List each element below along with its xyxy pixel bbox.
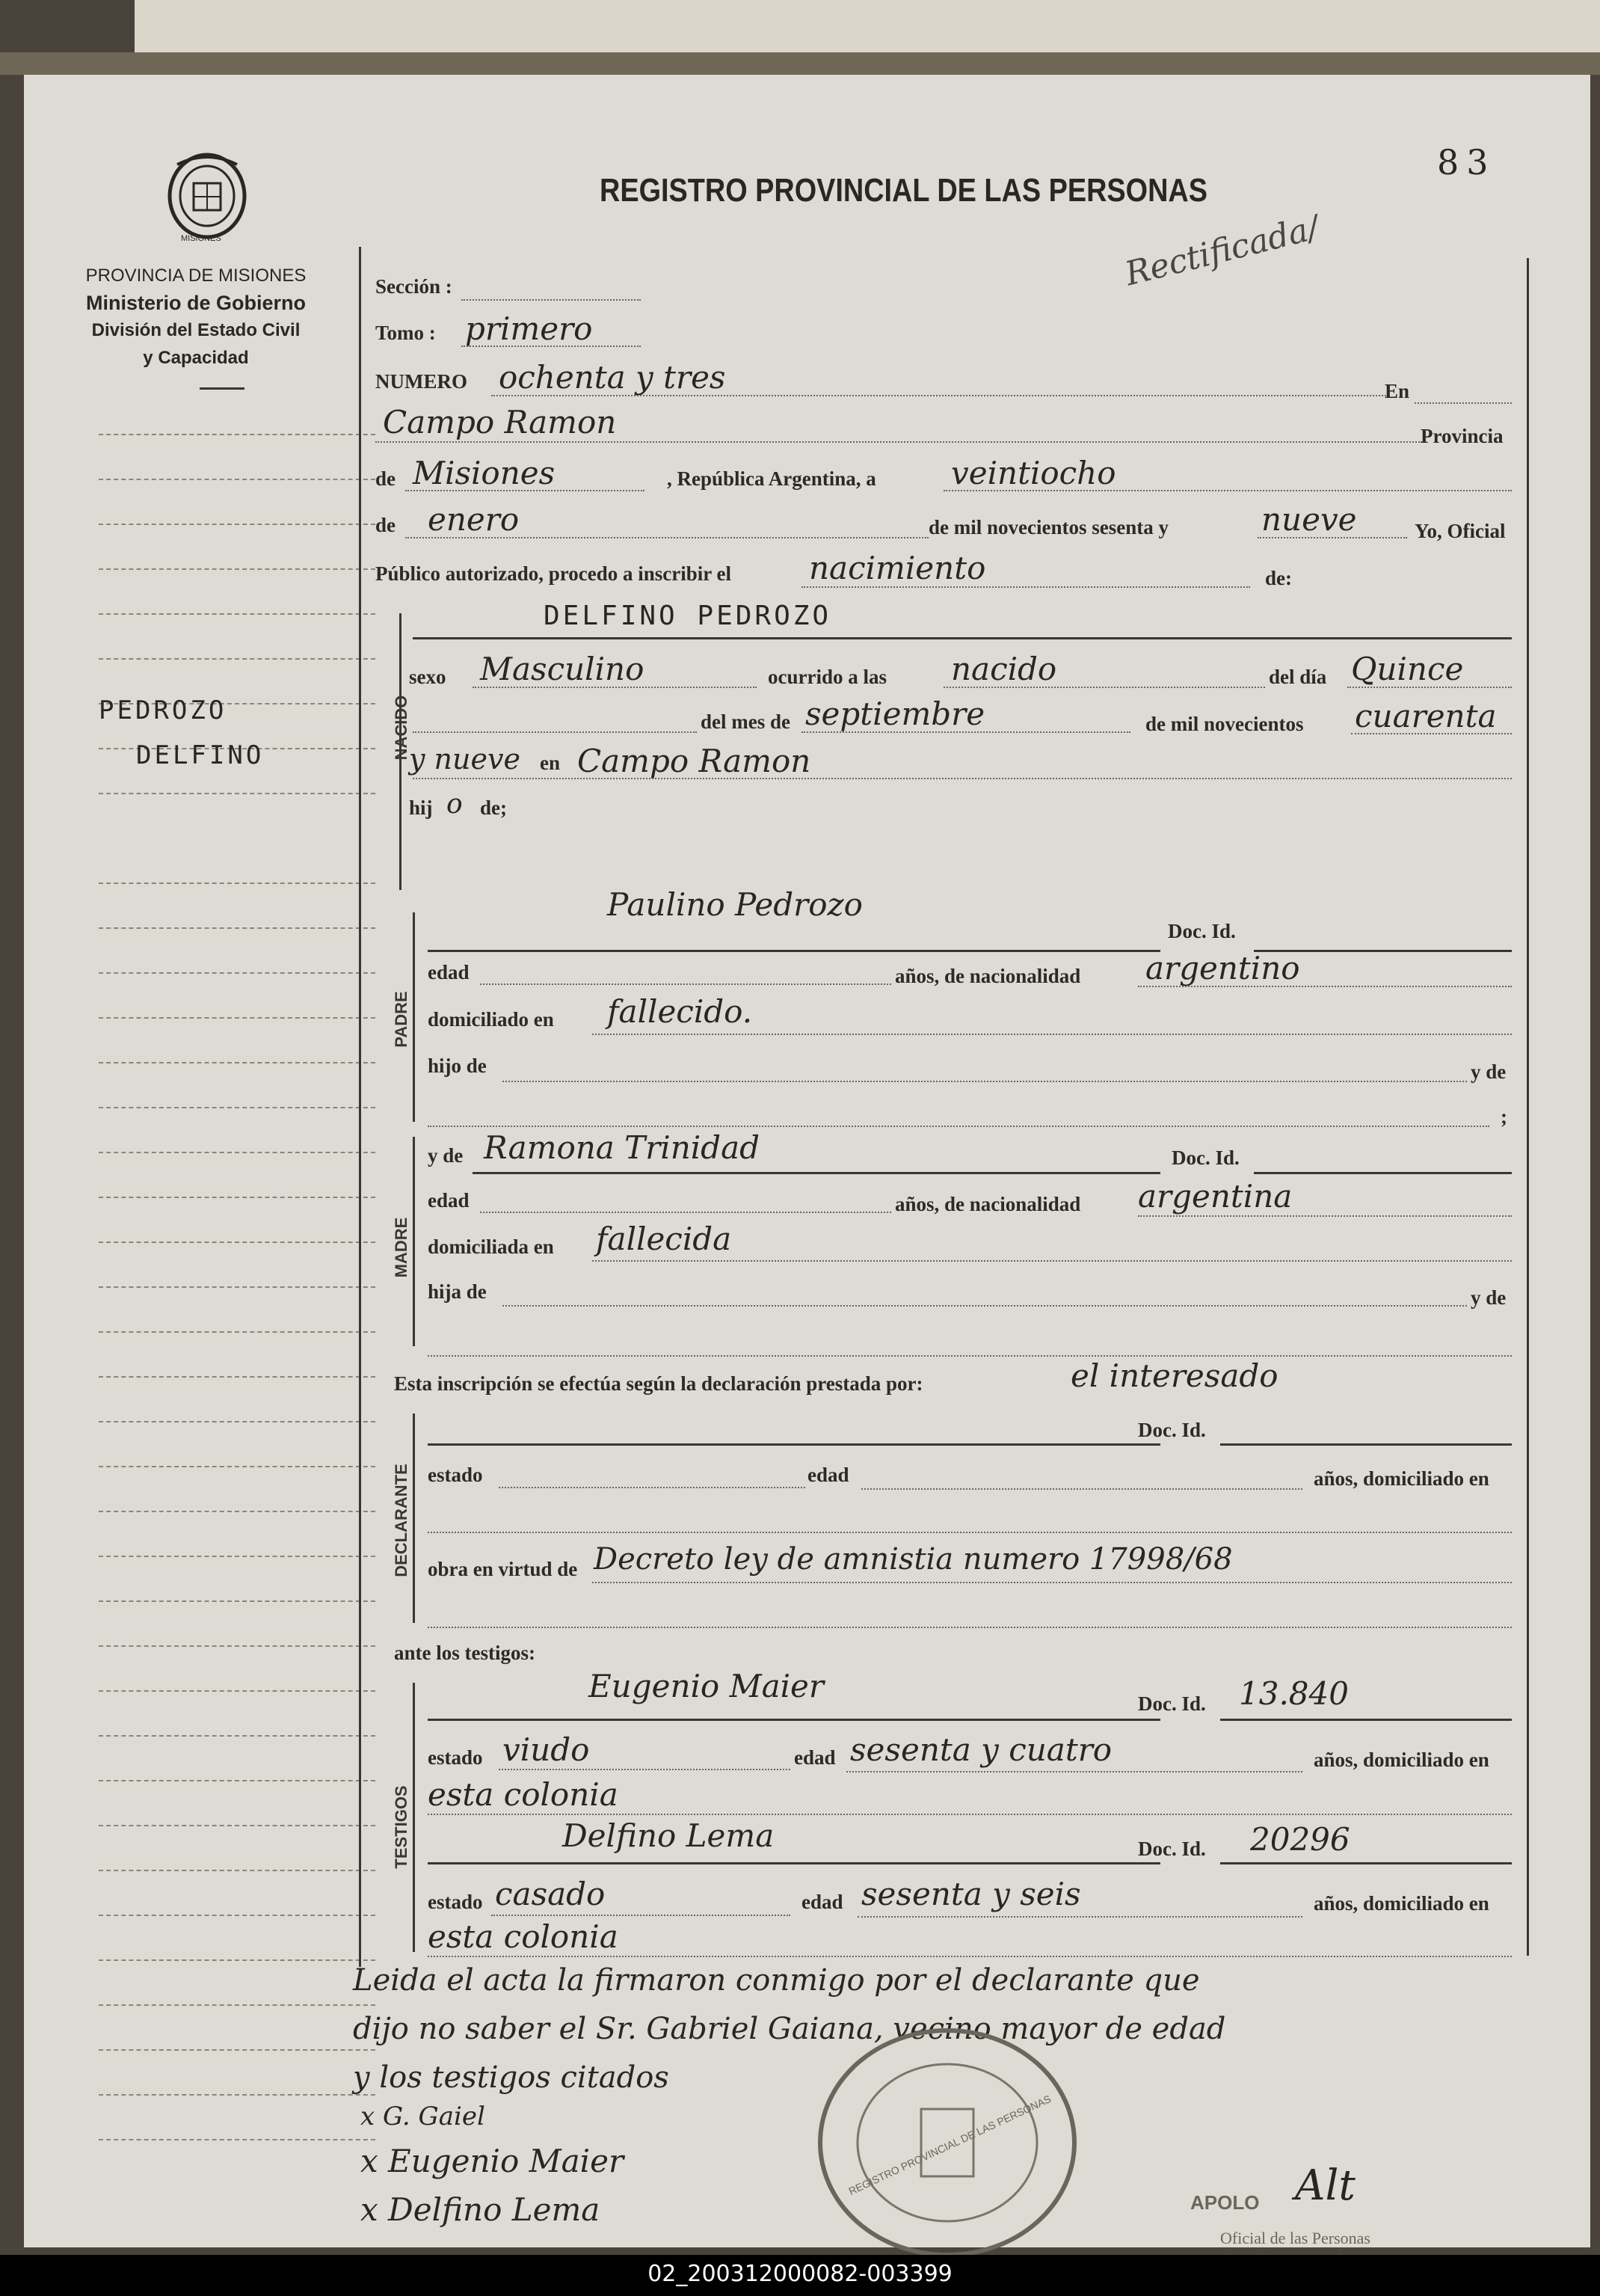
madre-nac-value: argentina — [1138, 1178, 1293, 1215]
org-line-3: División del Estado Civil — [91, 320, 301, 340]
margin-line — [99, 1197, 375, 1198]
madre-section-label: MADRE — [392, 1217, 410, 1278]
padre-edad-line — [480, 983, 891, 985]
signature-declarant: x G. Gaiel — [360, 2102, 485, 2131]
margin-line — [99, 1107, 375, 1108]
margin-line — [99, 434, 375, 435]
official-stamp-line-2: Oficial de las Personas — [1220, 2229, 1370, 2247]
witness2-estado-line — [491, 1915, 790, 1916]
margin-line — [99, 1017, 375, 1019]
closing-line-1: Leida el acta la firmaron conmigo por el declarante que — [353, 1963, 1200, 1998]
page-title: REGISTRO PROVINCIAL DE LAS PERSONAS — [600, 172, 1207, 209]
margin-line — [99, 1600, 375, 1602]
mes-line — [801, 731, 1130, 733]
act-value: nacimiento — [809, 550, 986, 586]
nacido-section-label: NACIDO — [392, 695, 410, 761]
margin-line — [99, 658, 375, 660]
sexo-line — [473, 687, 757, 688]
margin-line — [99, 972, 375, 974]
witness1-name-line — [428, 1719, 1160, 1721]
witness2-dom-value: esta colonia — [428, 1918, 618, 1955]
declarante-intro-label: Esta inscripción se efectúa según la declaración prestada por: — [394, 1372, 923, 1395]
witness1-dom-line — [428, 1814, 1512, 1815]
madre-edad-label: edad — [428, 1189, 470, 1212]
witness2-doc-label: Doc. Id. — [1138, 1838, 1206, 1860]
witness2-anos-label: años, domiciliado en — [1314, 1892, 1489, 1915]
declarante-doc-label: Doc. Id. — [1138, 1419, 1206, 1441]
witness1-dom-value: esta colonia — [428, 1776, 618, 1813]
witness2-dom-line — [428, 1956, 1512, 1957]
margin-line — [99, 2094, 375, 2096]
year-line — [1258, 537, 1407, 538]
padre-name-line — [428, 950, 1160, 952]
madre-nac-line — [1138, 1215, 1512, 1217]
declarante-bracket — [413, 1413, 415, 1623]
ocurrido-label: ocurrido a las — [768, 666, 887, 688]
witness2-name-line — [428, 1862, 1160, 1864]
margin-line — [99, 1735, 375, 1737]
month-value: enero — [428, 501, 520, 538]
margin-line — [99, 1511, 375, 1512]
padre-bracket — [413, 912, 415, 1122]
witness1-anos-label: años, domiciliado en — [1314, 1749, 1489, 1771]
round-stamp-text: REGISTRO PROVINCIAL DE LAS PERSONAS — [846, 2093, 1053, 2197]
margin-line — [99, 1556, 375, 1557]
place-line — [375, 441, 1422, 443]
numero-line — [491, 395, 1388, 396]
padre-hijo-line — [502, 1081, 1467, 1082]
nacido-top-line — [413, 637, 1512, 639]
madre-name-line — [473, 1172, 1160, 1174]
margin-line — [99, 2004, 375, 2006]
declarante-intro-value: el interesado — [1071, 1357, 1279, 1394]
declarante-anos-label: años, domiciliado en — [1314, 1467, 1489, 1490]
de-month-label: de — [375, 514, 396, 536]
margin-line — [99, 1690, 375, 1692]
madre-name: Ramona Trinidad — [484, 1129, 760, 1166]
ocurrido-line — [944, 687, 1265, 688]
official-signature: Alt — [1295, 2161, 1356, 2210]
padre-nac-label: años, de nacionalidad — [895, 965, 1081, 987]
registrant-name: DELFINO PEDROZO — [544, 601, 832, 631]
numero-label: NUMERO — [375, 370, 467, 393]
signature-witness-2: x Delfino Lema — [360, 2191, 600, 2228]
witness1-estado-value: viudo — [502, 1731, 590, 1768]
testigos-section-label: TESTIGOS — [392, 1785, 410, 1869]
anio-line — [1351, 733, 1512, 734]
lugar-value: Campo Ramon — [577, 743, 811, 779]
witness1-edad-label: edad — [794, 1746, 836, 1769]
closing-line-3: y los testigos citados — [353, 2060, 669, 2095]
padre-doc-label: Doc. Id. — [1168, 920, 1236, 942]
witness2-edad-label: edad — [801, 1891, 843, 1913]
publico-label: Público autorizado, procedo a inscribir el — [375, 562, 731, 585]
madre-dom-label: domiciliada en — [428, 1236, 554, 1258]
margin-line — [99, 1241, 375, 1243]
ocurrido-value: nacido — [951, 651, 1057, 687]
month-line — [405, 537, 929, 538]
margin-line — [99, 1780, 375, 1781]
declarante-edad-line — [861, 1488, 1302, 1490]
margin-line — [99, 524, 375, 525]
margin-line — [99, 1645, 375, 1647]
madre-yde2-label: y de — [1471, 1286, 1507, 1309]
declarante-end-line — [428, 1627, 1512, 1628]
dia-value: Quince — [1351, 651, 1464, 687]
witness2-estado-label: estado — [428, 1891, 483, 1913]
de2-label: de: — [1265, 567, 1292, 589]
sexo-label: sexo — [409, 666, 446, 688]
obra-value: Decreto ley de amnistia numero 17998/68 — [594, 1542, 1233, 1577]
margin-line — [99, 1062, 375, 1063]
official-stamp-line-1: APOLO — [1190, 2191, 1260, 2214]
madre-yde-label: y de — [428, 1144, 464, 1167]
anio-value-a: cuarenta — [1355, 698, 1497, 734]
numero-value: ochenta y tres — [499, 359, 726, 396]
margin-line — [99, 1959, 375, 1961]
tomo-value: primero — [465, 310, 593, 347]
witness1-edad-value: sesenta y cuatro — [850, 1731, 1113, 1768]
dia-line — [1347, 687, 1512, 688]
margin-line — [99, 1825, 375, 1826]
padre-yde-label: y de — [1471, 1060, 1507, 1083]
declarante-estado-label: estado — [428, 1464, 483, 1486]
witness1-estado-line — [499, 1769, 790, 1770]
previous-page-edge — [135, 0, 1600, 60]
padre-section-label: PADRE — [392, 991, 410, 1048]
org-line-1: PROVINCIA DE MISIONES — [85, 265, 307, 286]
de-parents-label: de; — [480, 796, 507, 819]
republica-label: , República Argentina, a — [667, 467, 876, 490]
witness2-doc-line — [1220, 1862, 1512, 1864]
witness2-edad-value: sesenta y seis — [861, 1876, 1081, 1912]
margin-line — [99, 1421, 375, 1422]
right-frame-line — [1527, 258, 1529, 1956]
tomo-label: Tomo : — [375, 322, 436, 344]
madre-doc-label: Doc. Id. — [1172, 1147, 1240, 1169]
madre-doc-line — [1254, 1172, 1512, 1174]
margin-line — [99, 1466, 375, 1467]
declarante-estado-line — [499, 1487, 805, 1488]
margin-line — [99, 1870, 375, 1871]
margin-line — [99, 1152, 375, 1153]
margin-line — [99, 1286, 375, 1288]
witness2-edad-line — [858, 1916, 1302, 1918]
act-line — [801, 586, 1250, 588]
year-label: de mil novecientos sesenta y — [929, 516, 1169, 538]
province-line — [405, 490, 644, 491]
left-frame-line — [359, 247, 361, 1967]
margin-line — [99, 1376, 375, 1378]
madre-hija-label: hija de — [428, 1280, 487, 1303]
seal-label: MISIONES — [181, 234, 221, 243]
margin-line — [99, 568, 375, 570]
declarante-edad-label: edad — [807, 1464, 849, 1486]
obra-label: obra en virtud de — [428, 1558, 578, 1580]
padre-yde-line — [428, 1126, 1489, 1127]
place-value: Campo Ramon — [383, 404, 617, 441]
hij-value: o — [446, 789, 463, 820]
padre-hijo-label: hijo de — [428, 1055, 487, 1077]
mes-prefix-line — [413, 731, 697, 733]
madre-dom-line — [592, 1260, 1512, 1262]
declarante-dom-line — [428, 1532, 1512, 1533]
oficial-label: Yo, Oficial — [1415, 520, 1506, 542]
margin-rectification-stamp: Rectificada/ — [1121, 208, 1323, 294]
margin-line — [99, 613, 375, 615]
image-identifier: 02_200312000082-003399 — [647, 2261, 953, 2287]
provincia-label: Provincia — [1421, 425, 1504, 447]
mil-label: de mil novecientos — [1145, 713, 1304, 735]
obra-line — [592, 1582, 1512, 1583]
margin-line — [99, 927, 375, 929]
closing-line-2: dijo no saber el Sr. Gabriel Gaiana, vecino mayor de edad — [353, 2012, 1226, 2046]
coat-of-arms-icon — [162, 150, 252, 247]
margin-surname: PEDROZO — [99, 696, 227, 725]
padre-edad-label: edad — [428, 961, 470, 983]
signature-witness-1: x Eugenio Maier — [360, 2143, 624, 2179]
padre-semicolon: ; — [1501, 1105, 1507, 1128]
day-line — [944, 490, 1512, 491]
margin-line — [99, 883, 375, 884]
witness1-doc-value: 13.840 — [1239, 1675, 1349, 1712]
margin-line — [99, 793, 375, 794]
register-page — [24, 75, 1590, 2247]
madre-nac-label: años, de nacionalidad — [895, 1193, 1081, 1215]
declarante-name-line — [428, 1443, 1160, 1446]
org-underline — [200, 387, 244, 390]
testigos-intro-label: ante los testigos: — [394, 1642, 535, 1664]
margin-line — [99, 2049, 375, 2051]
padre-nac-line — [1138, 986, 1512, 987]
witness1-doc-line — [1220, 1719, 1512, 1721]
witness2-estado-value: casado — [495, 1876, 606, 1912]
year-value: nueve — [1261, 501, 1357, 538]
witness1-estado-label: estado — [428, 1746, 483, 1769]
declarante-section-label: DECLARANTE — [392, 1464, 410, 1577]
testigos-bracket — [413, 1683, 415, 1952]
tomo-line — [461, 346, 641, 347]
day-value: veintiocho — [951, 455, 1116, 491]
del-dia-label: del día — [1269, 666, 1327, 688]
madre-edad-line — [480, 1212, 891, 1213]
mes-value: septiembre — [805, 696, 985, 732]
padre-dom-label: domiciliado en — [428, 1008, 554, 1031]
mes-label: del mes de — [701, 710, 790, 733]
madre-hija-line — [502, 1305, 1467, 1307]
org-line-2: Ministerio de Gobierno — [85, 292, 307, 314]
madre-dom-value: fallecida — [596, 1221, 732, 1257]
margin-line — [99, 1915, 375, 1916]
en-lugar-label: en — [540, 752, 560, 774]
margin-given-name: DELFINO — [136, 740, 265, 770]
en-label: En — [1385, 380, 1410, 402]
madre-end-line — [428, 1355, 1512, 1357]
page-number: 83 — [1437, 142, 1496, 182]
lugar-line — [413, 778, 1512, 779]
margin-line — [99, 1331, 375, 1333]
padre-dom-line — [592, 1034, 1512, 1035]
margin-line — [99, 2139, 375, 2140]
margin-line — [99, 479, 375, 480]
anio-value-b: y nueve — [409, 743, 520, 776]
sexo-value: Masculino — [480, 651, 644, 687]
declarante-doc-line — [1220, 1443, 1512, 1446]
en-line — [1415, 402, 1512, 404]
seccion-line — [461, 299, 641, 301]
padre-nac-value: argentino — [1145, 950, 1300, 986]
province-value: Misiones — [413, 455, 556, 491]
padre-name: Paulino Pedrozo — [607, 886, 863, 923]
madre-bracket — [413, 1137, 415, 1346]
witness1-name: Eugenio Maier — [588, 1668, 824, 1704]
padre-dom-value: fallecido. — [607, 993, 753, 1030]
book-binding — [0, 52, 1600, 75]
witness1-doc-label: Doc. Id. — [1138, 1692, 1206, 1715]
seccion-label: Sección : — [375, 275, 452, 298]
hij-label: hij — [409, 796, 433, 819]
de-label: de — [375, 467, 396, 490]
witness2-name: Delfino Lema — [562, 1817, 775, 1854]
witness1-edad-line — [846, 1771, 1302, 1772]
org-line-4: y Capacidad — [143, 348, 249, 368]
witness2-doc-value: 20296 — [1250, 1821, 1350, 1858]
